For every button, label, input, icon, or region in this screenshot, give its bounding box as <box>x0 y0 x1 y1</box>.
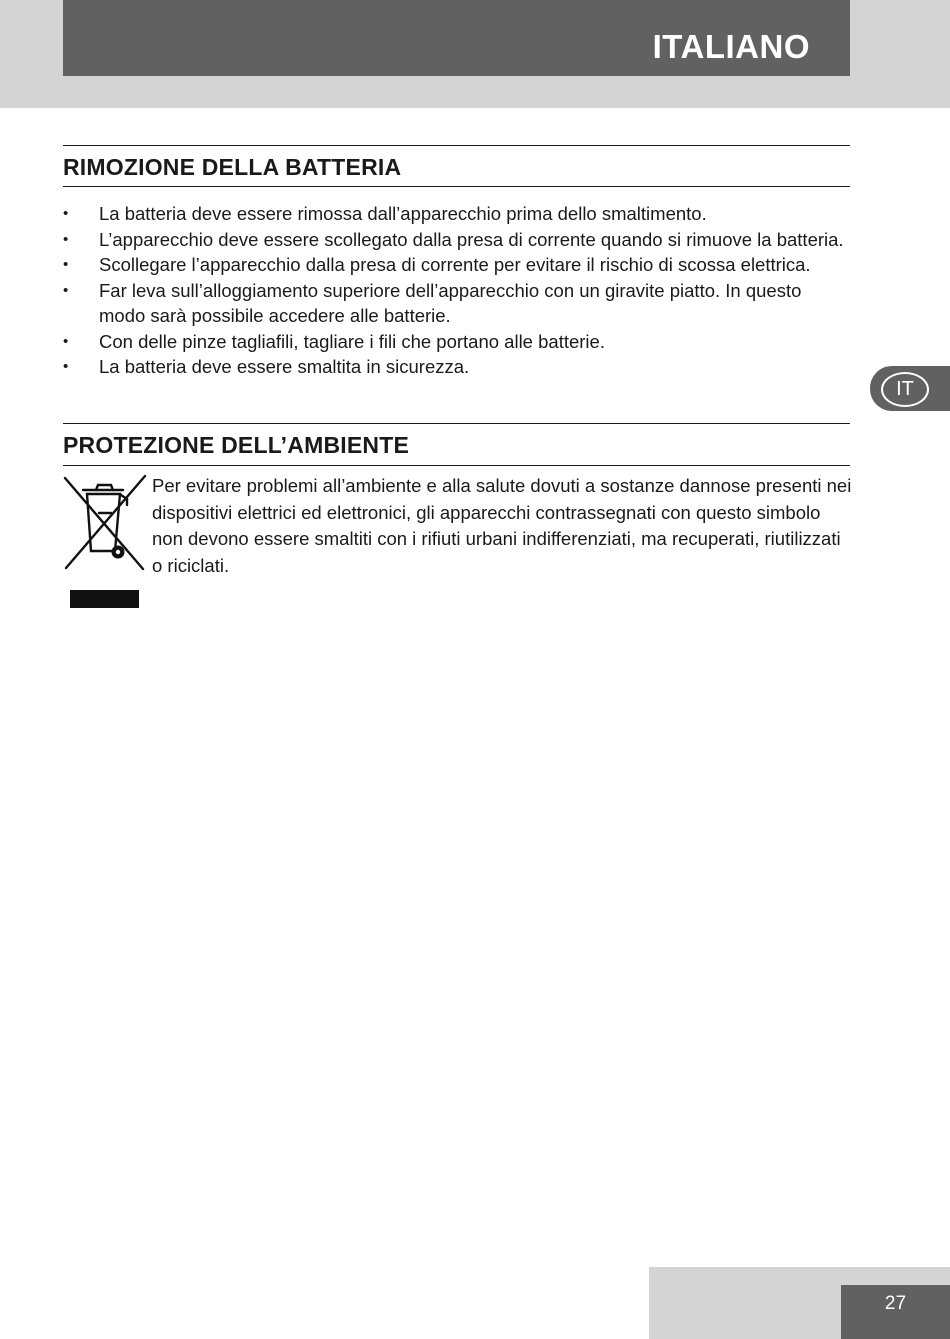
bullet-icon: • <box>63 230 69 248</box>
section-bottom-rule <box>63 186 850 187</box>
crossed-out-wheelie-bin-icon <box>63 473 149 611</box>
environment-section <box>63 423 850 623</box>
battery-section <box>63 145 850 405</box>
list-item <box>63 252 850 278</box>
battery-bullet-list <box>63 201 850 380</box>
list-item <box>63 227 850 253</box>
list-item-text: L’apparecchio deve essere scollegato dalla presa di corrente quando si rimuove la batteria. <box>99 228 844 250</box>
list-item <box>63 329 850 355</box>
header-bar <box>63 0 850 76</box>
page-title: ITALIANO <box>652 28 810 65</box>
section-bottom-rule <box>63 465 850 466</box>
page-number-box <box>841 1285 950 1339</box>
battery-section-heading: RIMOZIONE DELLA BATTERIA <box>63 154 402 180</box>
bullet-icon: • <box>63 256 69 273</box>
bullet-icon: • <box>63 332 69 350</box>
list-item-text: Con delle pinze tagliafili, tagliare i fili che portano alle batterie. <box>99 330 605 352</box>
list-item-text: Scollegare l’apparecchio dalla presa di corrente per evitare il rischio di scossa elettrica. <box>99 254 811 275</box>
list-item <box>63 201 850 227</box>
list-item <box>63 354 850 380</box>
section-top-rule <box>63 145 850 146</box>
language-tab-label: IT <box>881 372 929 407</box>
list-item <box>63 278 850 329</box>
list-item-text: La batteria deve essere rimossa dall’apparecchio prima dello smaltimento. <box>99 203 707 224</box>
environment-section-heading: PROTEZIONE DELL’AMBIENTE <box>63 432 409 458</box>
list-item-text: Far leva sull’alloggiamento superiore dell’apparecchio con un giravite piatto. In questo modo sarà possibile accedere alle batterie. <box>99 279 802 326</box>
weee-bar <box>70 590 139 608</box>
bullet-icon: • <box>63 205 69 222</box>
list-item-text: La batteria deve essere smaltita in sicurezza. <box>99 356 470 377</box>
section-top-rule <box>63 423 850 424</box>
language-tab <box>870 366 950 411</box>
bullet-icon: • <box>63 358 69 375</box>
bullet-icon: • <box>63 281 69 299</box>
environment-paragraph: Per evitare problemi all’ambiente e alla salute dovuti a sostanze dannose presenti nei dispositivi elettrici ed elettronici, gli apparecchi contrassegnati con questo simbolo non devono essere smaltiti con i rifiuti urbani indifferenziati, ma recuperati, riutilizzati o riciclati. <box>152 475 852 576</box>
page-number: 27 <box>884 1293 907 1314</box>
